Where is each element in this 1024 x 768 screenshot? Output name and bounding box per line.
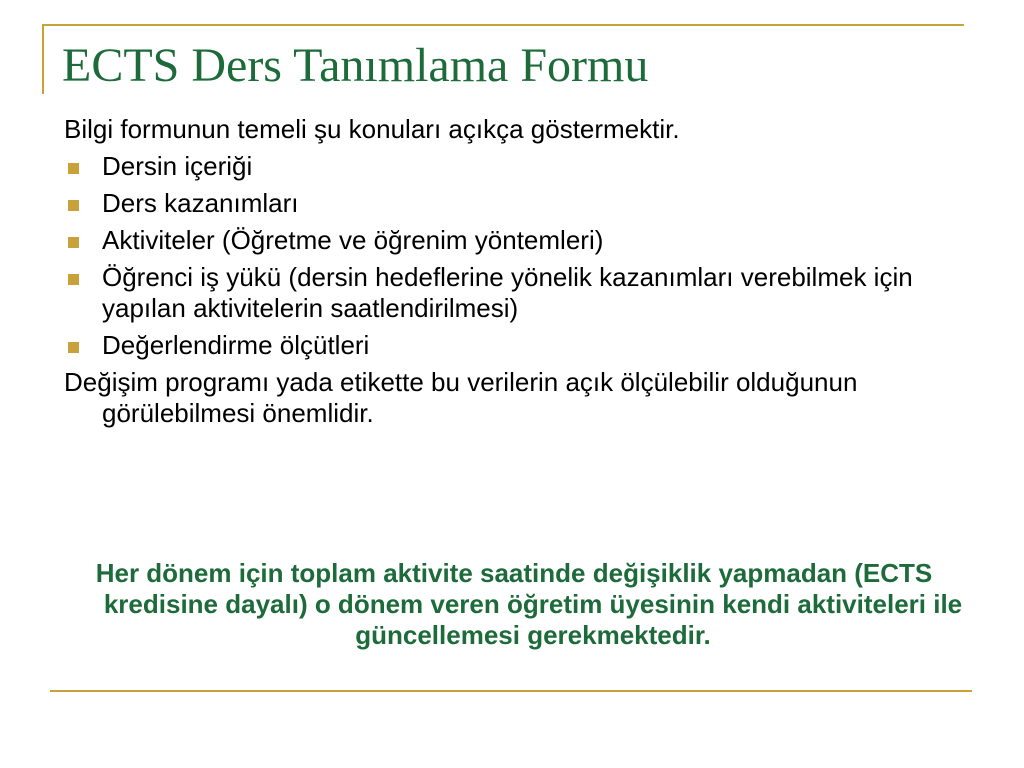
- slide-body: [64, 114, 964, 435]
- left-border-line: [42, 24, 44, 94]
- bullet-text: Aktiviteler (Öğretme ve öğrenim yöntemleri): [102, 225, 604, 255]
- bullet-text: Değerlendirme ölçütleri: [102, 330, 370, 360]
- closing-text: Değişim programı yada etikette bu verilerin açık ölçülebilir olduğunun görülebilmesi önemlidir.: [64, 367, 858, 428]
- top-border-line: [42, 24, 964, 26]
- list-item: [64, 262, 964, 324]
- highlight-note: Her dönem için toplam aktivite saatinde değişiklik yapmadan (ECTS kredisine dayalı) o dönem veren öğretim üyesinin kendi aktiviteleri ile güncellemesi gerekmektedir.: [95, 558, 963, 650]
- square-bullet-icon: [68, 274, 79, 285]
- list-item: [64, 225, 964, 256]
- slide-title: ECTS Ders Tanımlama Formu: [62, 39, 649, 92]
- square-bullet-icon: [68, 200, 79, 211]
- square-bullet-icon: [68, 237, 79, 248]
- bullet-text: Dersin içeriği: [102, 151, 253, 181]
- list-item: [64, 151, 964, 182]
- square-bullet-icon: [68, 342, 79, 353]
- list-item: [64, 188, 964, 219]
- bullet-text: Ders kazanımları: [102, 188, 299, 218]
- square-bullet-icon: [68, 163, 79, 174]
- bottom-border-line: [50, 690, 972, 692]
- intro-text: Bilgi formunun temeli şu konuları açıkça göstermektir.: [64, 114, 680, 144]
- bullet-list: [64, 151, 964, 361]
- bullet-text: Öğrenci iş yükü (dersin hedeflerine yönelik kazanımları verebilmek için yapılan aktivitelerin saatlendirilmesi): [102, 262, 913, 323]
- list-item: [64, 330, 964, 361]
